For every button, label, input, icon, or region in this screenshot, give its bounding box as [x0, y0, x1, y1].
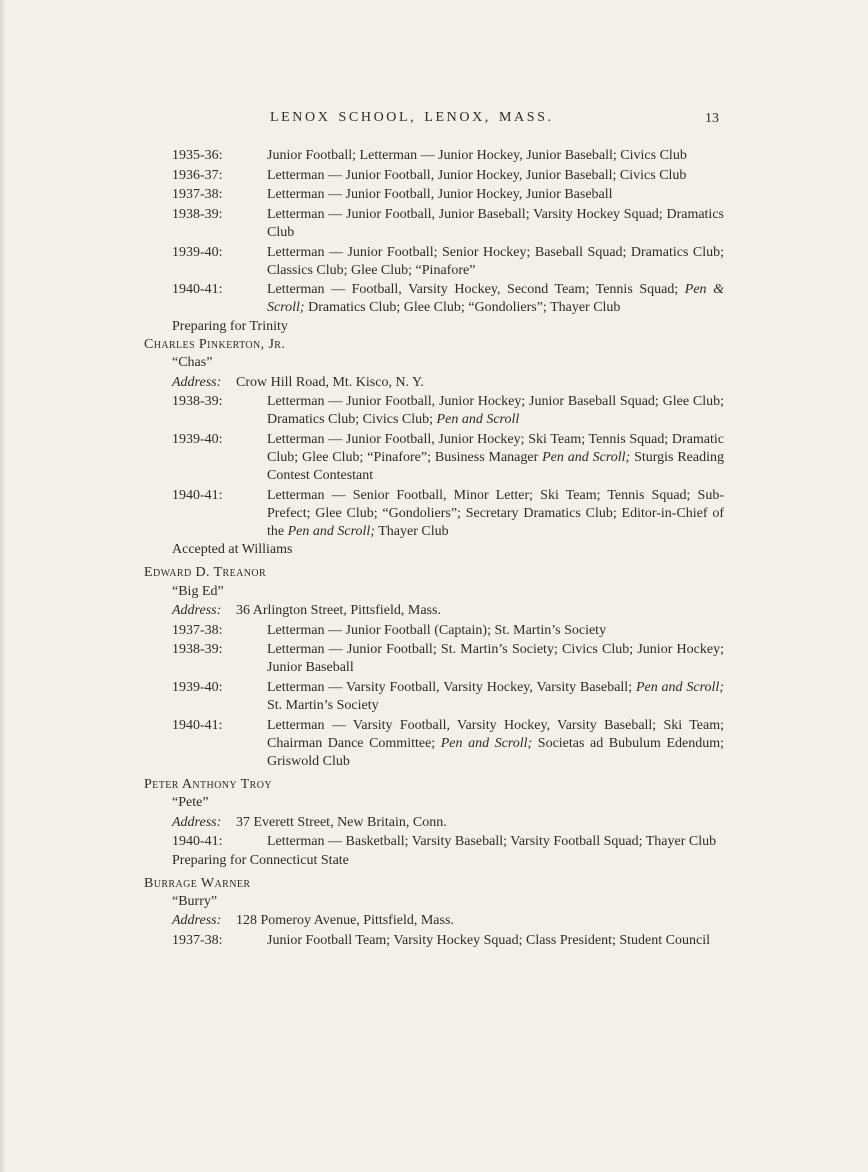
outcome-line: Preparing for Connecticut State [172, 852, 349, 868]
activities-text: Letterman — Junior Football, Junior Hockey; Junior Baseball Squad; Glee Club; Dramatics Club; Civics Club; [267, 394, 724, 428]
publication-title: Pen and Scroll; [542, 449, 631, 465]
page-binding-edge [0, 0, 6, 1172]
publication-title: Pen and Scroll; [635, 679, 724, 695]
address-line [172, 374, 724, 392]
activities-text: Junior Football Team; Varsity Hockey Squad; Class President; Student Council [267, 932, 710, 948]
student-name: Charles Pinkerton, Jr. [144, 336, 286, 352]
address-label: Address: [172, 603, 222, 619]
activities-text: Letterman — Junior Football; St. Martin’s Society; Civics Club; Junior Hockey; Junior Baseball [267, 642, 724, 676]
year-record [172, 932, 724, 950]
activities-text: Sturgis Reading Contest Contestant [267, 449, 725, 484]
activities-text: Letterman — Junior Football, Junior Hockey; Ski Team; Tennis Squad; Dramatic Club; Glee Club; “Pinafore”; Business Manager [267, 431, 724, 465]
address-line [172, 912, 724, 930]
year-label: 1938-39: [172, 206, 223, 222]
year-record [172, 393, 724, 429]
year-record [172, 717, 724, 772]
address-value: Crow Hill Road, Mt. Kisco, N. Y. [236, 374, 424, 390]
year-record [172, 186, 724, 204]
running-title: LENOX SCHOOL, LENOX, MASS. [270, 110, 554, 125]
year-activities [267, 622, 724, 640]
year-label: 1938-39: [172, 642, 223, 658]
activities-text: St. Martin’s Society [267, 698, 379, 714]
year-activities [267, 281, 724, 317]
address-label: Address: [172, 814, 222, 830]
year-activities: Letterman — Junior Football; Senior Hockey; Baseball Squad; Dramatics Club; Classics Club; Glee Club; “Pinafore” [267, 244, 724, 278]
student-name: Peter Anthony Troy [144, 777, 272, 793]
year-label: 1939-40: [172, 431, 223, 447]
year-activities: Junior Football; Letterman — Junior Hockey, Junior Baseball; Civics Club [267, 148, 687, 164]
year-record [172, 622, 724, 640]
publication-title: Pen and Scroll; [287, 524, 375, 540]
outcome-line: Accepted at Williams [172, 542, 293, 558]
publication-title: Pen & Scroll; [267, 282, 724, 316]
year-label: 1937-38: [172, 622, 223, 638]
year-label: 1940-41: [172, 717, 223, 733]
page-header [0, 110, 868, 130]
year-activities [267, 833, 724, 851]
address-label: Address: [172, 913, 222, 929]
student-name: Edward D. Treanor [144, 565, 267, 581]
year-activities: Letterman — Junior Football, Junior Hockey, Junior Baseball [267, 187, 613, 203]
activities-text: Letterman — Junior Football (Captain); St. Martin’s Society [267, 622, 607, 638]
year-activities [267, 932, 724, 950]
outcome-line: Preparing for Trinity [172, 318, 288, 334]
year-activities: Letterman — Junior Football, Junior Baseball; Varsity Hockey Squad; Dramatics Club [267, 206, 724, 240]
student-nickname: “Big Ed” [172, 583, 224, 599]
year-record [172, 679, 724, 715]
year-label: 1939-40: [172, 244, 223, 260]
address-line [172, 814, 724, 832]
year-record [172, 487, 724, 542]
year-label: 1937-38: [172, 187, 223, 203]
activities-text: Letterman — Basketball; Varsity Baseball; Varsity Football Squad; Thayer Club [267, 834, 717, 850]
year-record [172, 833, 724, 851]
year-label: 1935-36: [172, 148, 223, 164]
year-label: 1937-38: [172, 932, 223, 948]
address-line [172, 602, 724, 620]
year-label: 1936-37: [172, 167, 223, 183]
page-number: 13 [705, 111, 719, 126]
student-records [144, 146, 724, 950]
publication-title: Pen and Scroll; [440, 735, 533, 751]
year-label: 1940-41: [172, 487, 223, 503]
student-entry [144, 776, 724, 870]
address-value: 36 Arlington Street, Pittsfield, Mass. [236, 603, 441, 619]
address-value: 37 Everett Street, New Britain, Conn. [236, 814, 447, 830]
continued-entry [144, 147, 724, 336]
address-label: Address: [172, 374, 222, 390]
publication-title: Pen and Scroll [436, 412, 520, 428]
student-entry [144, 336, 724, 560]
year-label: 1939-40: [172, 679, 223, 695]
year-label: 1940-41: [172, 834, 223, 850]
activities-text: Letterman — Senior Football, Minor Letter; Ski Team; Tennis Squad; Sub-Prefect; Glee Club; “Gondoliers”; Secretary Dramatics Club; Editor-in-Chief of the [267, 487, 724, 540]
year-activities [267, 431, 724, 486]
year-record [172, 431, 724, 486]
student-entry [144, 564, 724, 771]
year-record [172, 147, 724, 165]
year-activities: Letterman — Junior Football, Junior Hockey, Junior Baseball; Civics Club [267, 167, 687, 183]
year-activities [267, 641, 724, 677]
student-entry [144, 875, 724, 950]
year-record [172, 281, 724, 317]
year-record [172, 244, 724, 280]
address-value: 128 Pomeroy Avenue, Pittsfield, Mass. [236, 913, 454, 929]
year-record [172, 206, 724, 242]
student-nickname: “Chas” [172, 355, 213, 371]
year-label: 1938-39: [172, 394, 223, 410]
year-activities [267, 717, 724, 772]
student-nickname: “Pete” [172, 795, 209, 811]
year-activities [267, 679, 724, 715]
activities-text: Dramatics Club; Glee Club; “Gondoliers”; Thayer Club [304, 300, 621, 316]
activities-text: Societas ad Bubulum Edendum; Griswold Club [267, 735, 725, 769]
year-label: 1940-41: [172, 282, 223, 298]
activities-text: Thayer Club [374, 524, 449, 540]
year-activities [267, 487, 724, 542]
year-activities [267, 393, 724, 429]
year-record [172, 641, 724, 677]
activities-text: Letterman — Varsity Football, Varsity Hockey, Varsity Baseball; [267, 679, 636, 695]
activities-text: Letterman — Football, Varsity Hockey, Second Team; Tennis Squad; [267, 282, 685, 298]
year-record [172, 167, 724, 185]
student-nickname: “Burry” [172, 893, 218, 909]
activities-text: Letterman — Varsity Football, Varsity Hockey, Varsity Baseball; Ski Team; Chairman Dance Committee; [267, 717, 724, 751]
student-name: Burrage Warner [144, 875, 251, 891]
